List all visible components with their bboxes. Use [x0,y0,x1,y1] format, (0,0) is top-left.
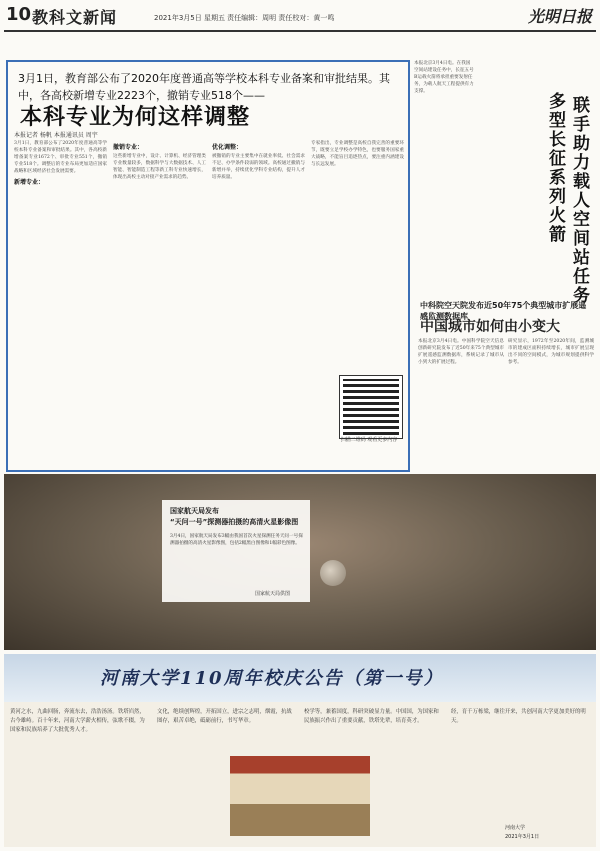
page-number: 10 [6,4,32,25]
lead-column [14,140,107,466]
announcement-column: 文化，绝续创辉煌，开拓国立，进宗之志明，烟霞，抗战图存，艰苦卓绝，砥砺前行，书写华章。 [157,709,292,724]
lead-title: 本科专业为何这样调整 [20,104,251,130]
lead-paragraph: 专家指出，专业调整是高校自我完善的重要环节，既要立足学校办学特色，也要服务国家重大战略，不能盲目追逐热点，要注重内涵建设与长远发展。 [311,141,404,167]
announcement-date: 2021年3月1日 [505,834,540,840]
lead-column [212,140,305,466]
photo-caption-title: 国家航天局发布 [170,507,219,515]
lead-paragraph: 3月1日，教育部公布了2020年度普通高等学校本科专业备案和审批结果。其中，各高校新增备案专业1672个、审批专业551个，撤销专业518个。调整后的专业布局更加适应国家战略和区域经济社会发展需要。 [14,141,107,174]
lead-column [113,140,206,466]
page-header [4,4,596,32]
city-column: 本报北京3月4日电。中国科学院空天信息创新研究院发布了近50年来75个典型城市扩展遥感监测数据库，系统记录了城市从小到大的扩展过程。 [418,339,504,365]
university-building-image [230,756,370,836]
header-meta: 2021年3月5日 星期五 责任编辑：周明 责任校对：黄一鸣 [154,14,335,22]
announcement-column: 经，育千万栋梁，继往开来，共创河南大学更加美好的明天。 [451,709,586,724]
announcement-column: 校学等，兼蓄国度，科研突破显力量。中国国，为国家和民族振兴作出了重要贡献，铁塔先辈，培育英才。 [304,709,439,724]
newspaper-logo: 光明日报 [527,7,592,26]
photo-caption-body: 3月4日，国家航天局发布3幅由我国首次火星探测任务天问一号探测器拍摄的高清火星影像图，包括2幅黑白图像和1幅彩色图像。 [170,534,303,546]
lead-subhead: 撤销专业： [113,144,144,151]
photo-caption-subtitle: “天问一号”探测器拍摄的高清火星影像图 [170,518,299,526]
qr-caption: 扫描二维码 观看更多内容 [340,437,398,443]
announcement-column: 黄河之水，九曲回肠，奔流东去，浩浩汤汤。铁塔岿然，古今雄峙。百十年来，河南大学薪火相传，弦歌不辍，为国家和民族培养了大批优秀人才。 [10,709,145,733]
photo-credit: 国家航天局供图 [255,591,291,597]
announcement-title: 河南大学110周年校庆公告（第一号） [100,668,444,689]
section-title: 教科文新闻 [32,8,118,27]
lead-byline: 本报记者 杨帆 本报通讯员 周宇 [14,132,98,139]
rocket-article-body: 本报北京3月4日电。在我国空间站建设任务中，长征五号B运载火箭将承担重要发射任务，为载人航天工程提供有力支撑。 [414,61,474,94]
city-column: 研究显示，1972年至2020年间，监测城市的建成区面积持续增长，城市扩展呈现出不同的空间模式，为城市规划提供科学参考。 [508,339,594,365]
lead-paragraph: 这些新增专业中，设计、计算机、经济管理类专业数量较多，数据科学与大数据技术、人工智能、智能制造工程等新工科专业快速增长，体现出高校主动对接产业需求的趋势。 [113,154,206,180]
mars-crater [320,560,346,586]
lead-lede: 3月1日，教育部公布了2020年度普通高等学校本科专业备案和审批结果。其中，各高校新增专业2223个，撤销专业518个—— [18,72,390,102]
announcement-signature: 河南大学 [505,825,526,831]
lead-subhead: 新增专业： [14,179,45,186]
rocket-headline: 多型长征系列火箭 [545,92,565,244]
rocket-subheadline: 联手助力载人空间站任务 [569,96,589,305]
qr-code[interactable] [340,376,402,438]
city-article-title: 中国城市如何由小变大 [420,319,560,335]
lead-subhead: 优化调整： [212,144,243,151]
lead-paragraph: 被撤销的专业主要集中在就业率低、社会需求不足、办学条件较弱的领域。高校通过撤销与新增并举，持续优化学科专业结构，提升人才培养质量。 [212,154,305,180]
city-article-kicker: 中科院空天院发布近50年75个典型城市扩展遥感监测数据库 [420,301,587,321]
city-article-body [418,338,594,493]
